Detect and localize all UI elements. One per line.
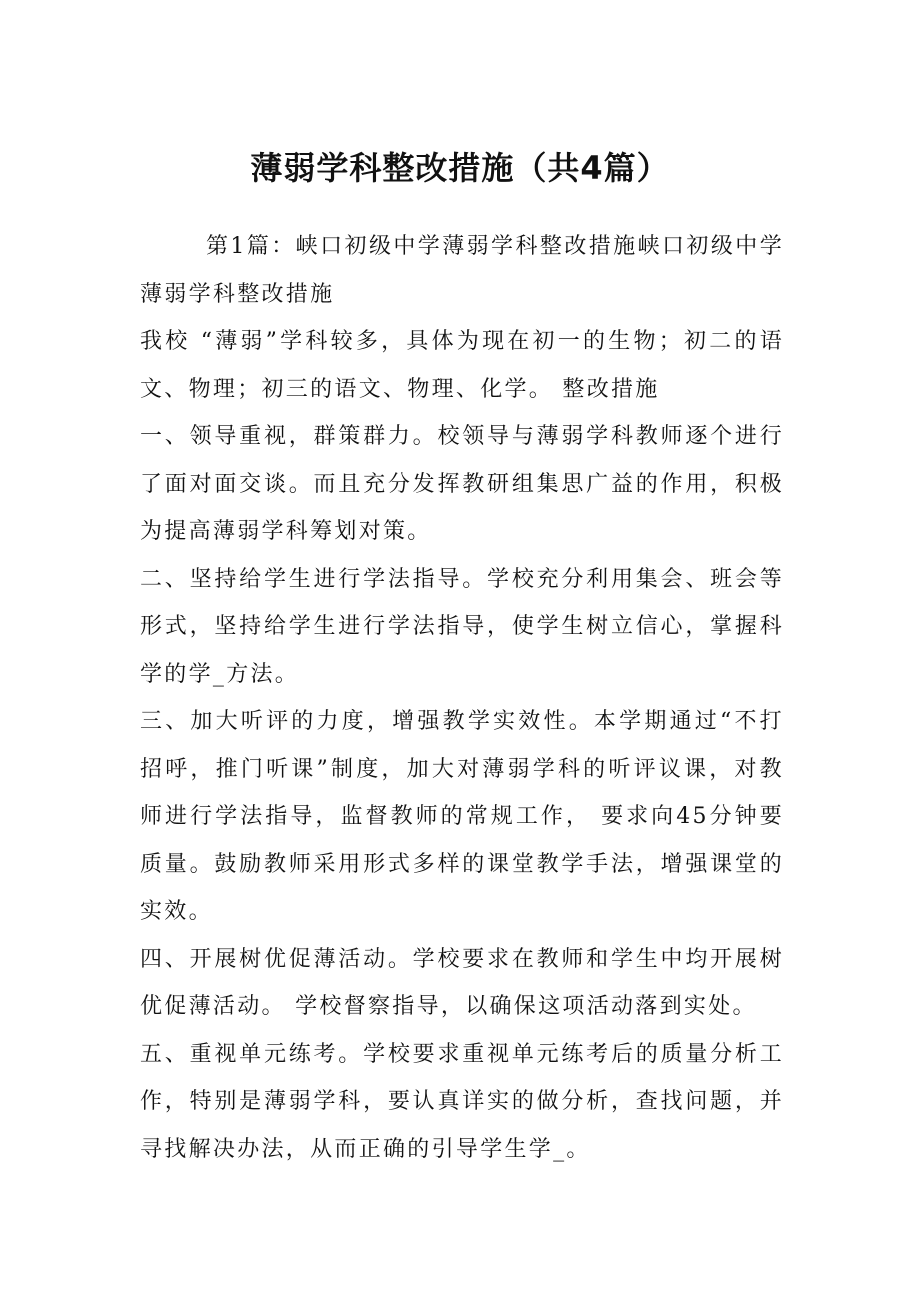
paragraph-measure-5: 五、重视单元练考。学校要求重视单元练考后的质量分析工作，特别是薄弱学科，要认真详实的做分析，查找问题，并寻找解决办法，从而正确的引导学生学_。 bbox=[140, 1041, 784, 1162]
paragraph-measure-4: 四、开展树优促薄活动。学校要求在教师和学生中均开展树优促薄活动。 学校督察指导，以确保这项活动落到实处。 bbox=[140, 946, 784, 1019]
paragraph-measure-2: 二、坚持给学生进行学法指导。学校充分利用集会、班会等形式，坚持给学生进行学法指导，使学生树立信心，掌握科学的学_方法。 bbox=[140, 566, 784, 687]
document-body bbox=[140, 223, 784, 1173]
paragraph-intro: 第1篇：峡口初级中学薄弱学科整改措施峡口初级中学薄弱学科整改措施 bbox=[140, 234, 784, 307]
paragraph-measure-3: 三、加大听评的力度，增强教学实效性。本学期通过“不打招呼，推门听课”制度，加大对薄弱学科的听评议课，对教师进行学法指导，监督教师的常规工作， 要求向45分钟要质量。鼓励教师采用形式多样的课堂教学手法，增强课堂的实效。 bbox=[140, 709, 784, 924]
paragraph-measure-1: 一、领导重视，群策群力。校领导与薄弱学科教师逐个进行了面对面交谈。而且充分发挥教研组集思广益的作用，积极为提高薄弱学科筹划对策。 bbox=[140, 424, 784, 544]
paragraph-overview: 我校 “薄弱”学科较多，具体为现在初一的生物；初二的语文、物理；初三的语文、物理、化学。 整改措施 bbox=[140, 329, 784, 402]
document-title: 薄弱学科整改措施（共4篇） bbox=[250, 149, 670, 187]
